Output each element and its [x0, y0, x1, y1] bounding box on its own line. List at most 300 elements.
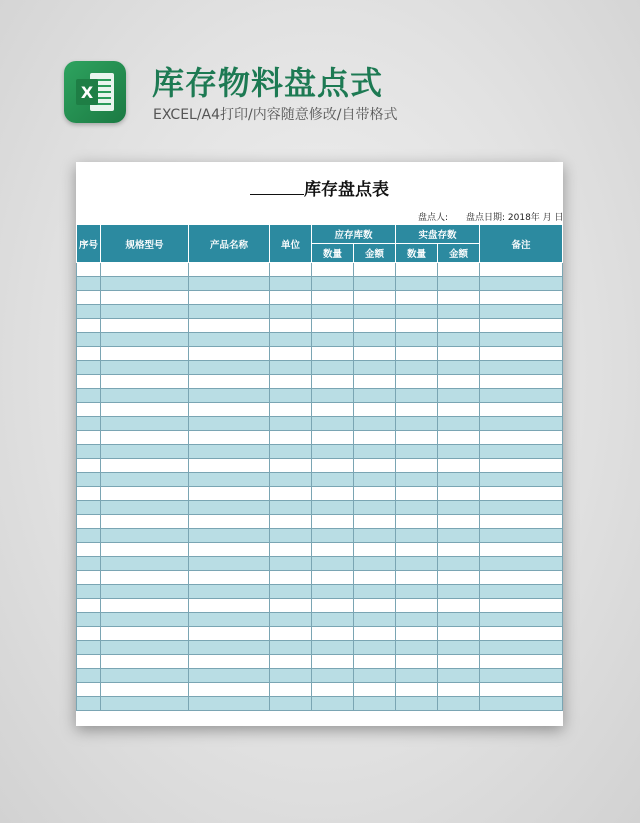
table-cell [312, 291, 354, 305]
table-row [77, 445, 563, 459]
table-cell [438, 501, 480, 515]
table-cell [480, 641, 563, 655]
table-cell [354, 613, 396, 627]
table-row [77, 459, 563, 473]
table-cell [396, 277, 438, 291]
table-cell [270, 347, 312, 361]
table-cell [312, 613, 354, 627]
table-row [77, 291, 563, 305]
table-row [77, 347, 563, 361]
table-cell [480, 697, 563, 711]
col-expected-amount: 金额 [354, 244, 396, 263]
table-cell [77, 641, 101, 655]
table-cell [101, 613, 189, 627]
table-cell [480, 431, 563, 445]
table-cell [189, 319, 270, 333]
table-row [77, 319, 563, 333]
table-row [77, 697, 563, 711]
table-cell [189, 599, 270, 613]
table-cell [312, 557, 354, 571]
table-cell [101, 305, 189, 319]
table-cell [77, 683, 101, 697]
table-cell [354, 305, 396, 319]
table-cell [396, 417, 438, 431]
table-cell [396, 585, 438, 599]
table-row [77, 487, 563, 501]
table-cell [396, 627, 438, 641]
inventory-table [76, 224, 563, 711]
col-actual-qty: 数量 [396, 244, 438, 263]
table-cell [101, 347, 189, 361]
table-cell [270, 417, 312, 431]
table-cell [480, 543, 563, 557]
table-cell [480, 263, 563, 277]
table-cell [270, 669, 312, 683]
table-cell [480, 529, 563, 543]
table-cell [312, 333, 354, 347]
banner-subtitle: EXCEL/A4打印/内容随意修改/自带格式 [153, 107, 398, 123]
table-cell [270, 431, 312, 445]
table-cell [312, 473, 354, 487]
table-cell [270, 627, 312, 641]
table-cell [312, 669, 354, 683]
table-cell [189, 305, 270, 319]
table-cell [354, 361, 396, 375]
table-cell [312, 403, 354, 417]
table-row [77, 333, 563, 347]
table-cell [438, 683, 480, 697]
table-cell [101, 403, 189, 417]
table-cell [77, 403, 101, 417]
table-cell [480, 487, 563, 501]
excel-letter: X [76, 79, 98, 105]
table-cell [101, 571, 189, 585]
table-cell [438, 543, 480, 557]
table-cell [396, 655, 438, 669]
table-cell [312, 389, 354, 403]
table-cell [438, 669, 480, 683]
table-cell [270, 599, 312, 613]
table-cell [396, 487, 438, 501]
col-expected-group: 应存库数 [312, 225, 396, 244]
table-cell [101, 697, 189, 711]
table-cell [354, 459, 396, 473]
table-cell [270, 655, 312, 669]
table-cell [77, 375, 101, 389]
table-cell [101, 585, 189, 599]
table-cell [189, 669, 270, 683]
table-cell [438, 473, 480, 487]
table-cell [101, 515, 189, 529]
table-cell [396, 613, 438, 627]
table-cell [354, 627, 396, 641]
table-cell [270, 585, 312, 599]
table-cell [438, 459, 480, 473]
table-cell [189, 543, 270, 557]
sheet-title-wrap [76, 175, 563, 200]
table-cell [354, 599, 396, 613]
table-cell [189, 655, 270, 669]
table-row [77, 473, 563, 487]
table-cell [77, 459, 101, 473]
col-expected-qty: 数量 [312, 244, 354, 263]
table-cell [396, 529, 438, 543]
table-cell [101, 529, 189, 543]
table-cell [354, 431, 396, 445]
table-cell [312, 501, 354, 515]
table-cell [396, 599, 438, 613]
table-cell [101, 655, 189, 669]
table-row [77, 431, 563, 445]
table-cell [270, 515, 312, 529]
table-cell [354, 669, 396, 683]
table-cell [101, 389, 189, 403]
table-cell [189, 529, 270, 543]
table-cell [189, 459, 270, 473]
table-cell [354, 375, 396, 389]
table-cell [189, 697, 270, 711]
table-cell [77, 305, 101, 319]
table-row [77, 655, 563, 669]
table-cell [312, 305, 354, 319]
table-cell [438, 697, 480, 711]
table-cell [354, 445, 396, 459]
table-cell [354, 347, 396, 361]
table-cell [189, 263, 270, 277]
table-cell [354, 473, 396, 487]
table-cell [189, 389, 270, 403]
col-seq: 序号 [77, 225, 101, 263]
table-cell [480, 417, 563, 431]
table-cell [312, 697, 354, 711]
table-cell [77, 347, 101, 361]
table-cell [189, 333, 270, 347]
table-cell [270, 571, 312, 585]
table-cell [480, 305, 563, 319]
table-cell [354, 515, 396, 529]
table-cell [354, 571, 396, 585]
table-cell [312, 585, 354, 599]
table-cell [396, 501, 438, 515]
table-cell [270, 473, 312, 487]
table-cell [270, 389, 312, 403]
table-cell [396, 333, 438, 347]
table-cell [438, 375, 480, 389]
table-cell [312, 487, 354, 501]
table-cell [480, 375, 563, 389]
table-cell [189, 277, 270, 291]
table-cell [77, 445, 101, 459]
table-cell [438, 487, 480, 501]
table-cell [312, 627, 354, 641]
table-cell [189, 627, 270, 641]
table-cell [438, 305, 480, 319]
table-cell [312, 683, 354, 697]
table-cell [189, 375, 270, 389]
table-cell [480, 333, 563, 347]
table-cell [396, 347, 438, 361]
table-cell [312, 515, 354, 529]
table-cell [312, 417, 354, 431]
table-cell [354, 501, 396, 515]
table-cell [270, 613, 312, 627]
table-cell [270, 683, 312, 697]
table-cell [438, 557, 480, 571]
table-row [77, 305, 563, 319]
table-cell [77, 277, 101, 291]
table-cell [312, 277, 354, 291]
table-row [77, 417, 563, 431]
table-cell [101, 277, 189, 291]
table-cell [77, 431, 101, 445]
table-cell [354, 403, 396, 417]
table-row [77, 585, 563, 599]
table-cell [480, 613, 563, 627]
table-cell [189, 361, 270, 375]
table-row [77, 627, 563, 641]
table-cell [270, 403, 312, 417]
table-cell [270, 263, 312, 277]
table-cell [101, 361, 189, 375]
table-row [77, 529, 563, 543]
table-row [77, 389, 563, 403]
table-cell [270, 375, 312, 389]
table-cell [438, 417, 480, 431]
table-cell [396, 571, 438, 585]
table-cell [480, 389, 563, 403]
table-cell [101, 431, 189, 445]
table-cell [396, 361, 438, 375]
table-cell [480, 501, 563, 515]
table-row [77, 403, 563, 417]
table-row [77, 613, 563, 627]
table-cell [101, 459, 189, 473]
table-cell [354, 585, 396, 599]
table-cell [354, 697, 396, 711]
table-cell [77, 529, 101, 543]
table-cell [101, 375, 189, 389]
table-cell [480, 669, 563, 683]
table-cell [438, 403, 480, 417]
table-cell [480, 291, 563, 305]
table-cell [77, 557, 101, 571]
table-cell [354, 389, 396, 403]
table-cell [480, 445, 563, 459]
table-cell [270, 641, 312, 655]
table-cell [189, 445, 270, 459]
table-cell [480, 319, 563, 333]
table-cell [480, 627, 563, 641]
table-cell [77, 417, 101, 431]
table-cell [438, 627, 480, 641]
table-cell [438, 571, 480, 585]
table-cell [480, 347, 563, 361]
table-row [77, 641, 563, 655]
header-row-1 [77, 225, 563, 244]
table-cell [312, 599, 354, 613]
table-cell [77, 543, 101, 557]
table-cell [312, 431, 354, 445]
table-cell [312, 445, 354, 459]
col-actual-amount: 金额 [438, 244, 480, 263]
table-cell [354, 543, 396, 557]
table-cell [270, 529, 312, 543]
table-cell [101, 599, 189, 613]
table-cell [101, 417, 189, 431]
table-row [77, 277, 563, 291]
table-cell [480, 599, 563, 613]
table-cell [270, 305, 312, 319]
date-label: 盘点日期: 2018年 月 日 [466, 213, 564, 223]
table-cell [189, 585, 270, 599]
table-row [77, 501, 563, 515]
table-cell [438, 263, 480, 277]
table-cell [189, 515, 270, 529]
table-cell [354, 557, 396, 571]
table-cell [77, 613, 101, 627]
table-cell [480, 571, 563, 585]
table-cell [438, 599, 480, 613]
table-cell [480, 459, 563, 473]
table-cell [77, 501, 101, 515]
table-cell [438, 389, 480, 403]
table-cell [101, 263, 189, 277]
table-cell [438, 361, 480, 375]
table-cell [396, 683, 438, 697]
table-cell [354, 683, 396, 697]
table-cell [396, 431, 438, 445]
table-cell [77, 389, 101, 403]
table-cell [438, 277, 480, 291]
table-row [77, 683, 563, 697]
table-cell [312, 319, 354, 333]
excel-icon [64, 61, 126, 123]
table-cell [480, 655, 563, 669]
table-cell [354, 487, 396, 501]
table-cell [77, 571, 101, 585]
table-cell [101, 319, 189, 333]
table-cell [480, 515, 563, 529]
table-cell [396, 515, 438, 529]
table-cell [480, 585, 563, 599]
table-cell [270, 445, 312, 459]
table-cell [396, 375, 438, 389]
table-cell [270, 557, 312, 571]
table-cell [396, 641, 438, 655]
table-cell [354, 655, 396, 669]
counter-label: 盘点人: [418, 213, 449, 223]
table-cell [189, 417, 270, 431]
table-cell [312, 529, 354, 543]
table-cell [438, 291, 480, 305]
table-cell [438, 431, 480, 445]
table-row [77, 669, 563, 683]
table-cell [189, 487, 270, 501]
table-cell [189, 347, 270, 361]
table-cell [312, 459, 354, 473]
table-cell [189, 683, 270, 697]
table-cell [101, 627, 189, 641]
table-cell [77, 333, 101, 347]
table-cell [396, 305, 438, 319]
table-cell [354, 263, 396, 277]
table-cell [189, 291, 270, 305]
table-cell [270, 501, 312, 515]
table-cell [270, 487, 312, 501]
table-row [77, 375, 563, 389]
table-cell [270, 459, 312, 473]
table-cell [354, 529, 396, 543]
table-row [77, 543, 563, 557]
table-row [77, 515, 563, 529]
table-cell [312, 655, 354, 669]
table-cell [101, 487, 189, 501]
table-cell [270, 543, 312, 557]
table-cell [270, 319, 312, 333]
table-cell [480, 403, 563, 417]
spreadsheet-preview [76, 162, 563, 726]
table-cell [189, 613, 270, 627]
table-cell [396, 543, 438, 557]
table-cell [270, 277, 312, 291]
table-cell [77, 291, 101, 305]
table-cell [354, 641, 396, 655]
table-cell [189, 557, 270, 571]
table-cell [396, 697, 438, 711]
table-cell [101, 445, 189, 459]
table-cell [77, 697, 101, 711]
table-cell [189, 473, 270, 487]
table-cell [77, 599, 101, 613]
col-spec: 规格型号 [101, 225, 189, 263]
table-cell [396, 291, 438, 305]
col-unit: 单位 [270, 225, 312, 263]
table-body [77, 263, 563, 711]
table-cell [101, 291, 189, 305]
table-cell [438, 655, 480, 669]
table-cell [396, 389, 438, 403]
col-actual-group: 实盘存数 [396, 225, 480, 244]
table-cell [438, 585, 480, 599]
table-cell [101, 333, 189, 347]
table-cell [438, 613, 480, 627]
table-cell [101, 669, 189, 683]
table-row [77, 599, 563, 613]
table-cell [354, 417, 396, 431]
table-cell [480, 683, 563, 697]
table-cell [77, 515, 101, 529]
table-cell [270, 333, 312, 347]
table-cell [396, 263, 438, 277]
table-cell [438, 333, 480, 347]
table-cell [270, 291, 312, 305]
title-blank-line [250, 184, 304, 195]
table-cell [77, 655, 101, 669]
table-cell [101, 557, 189, 571]
table-row [77, 263, 563, 277]
table-cell [354, 277, 396, 291]
table-cell [438, 641, 480, 655]
table-cell [77, 627, 101, 641]
table-cell [77, 319, 101, 333]
table-cell [101, 501, 189, 515]
table-cell [480, 473, 563, 487]
table-cell [438, 319, 480, 333]
table-cell [396, 319, 438, 333]
table-cell [438, 347, 480, 361]
banner-title: 库存物料盘点式 [152, 64, 384, 102]
table-cell [77, 473, 101, 487]
